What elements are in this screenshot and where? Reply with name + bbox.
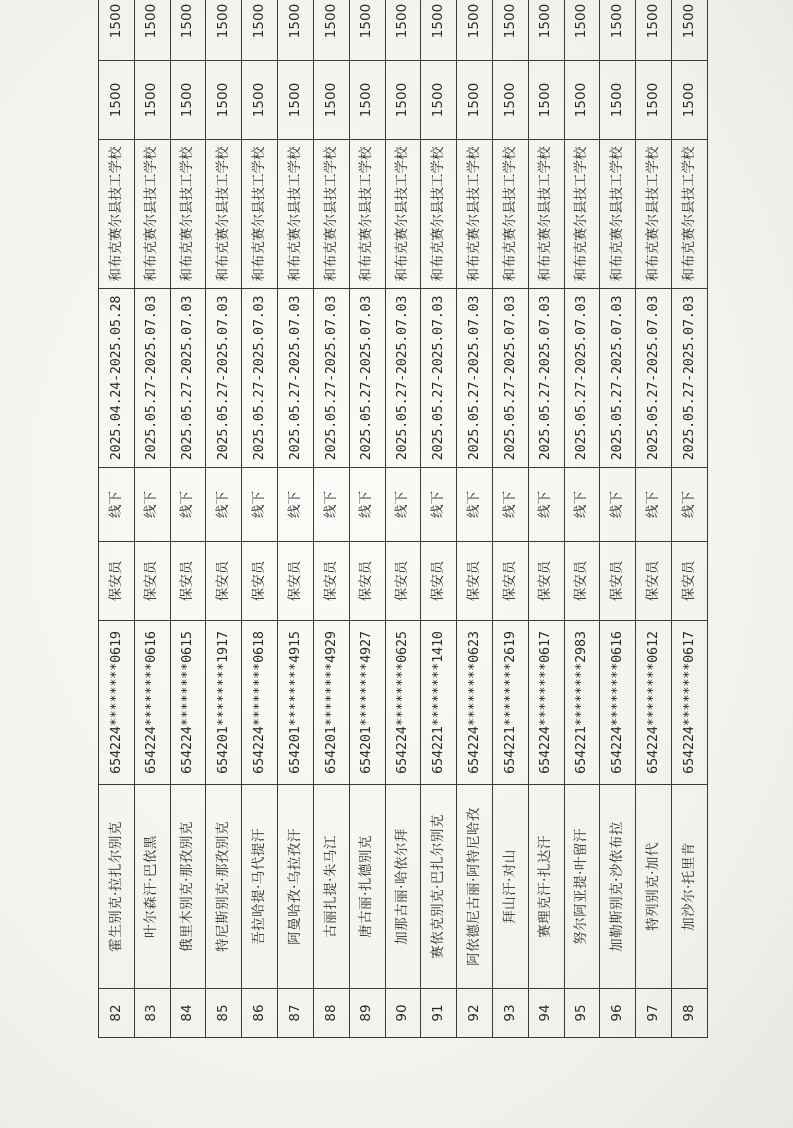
school-cell: 和布克赛尔县技工学校 <box>134 140 170 289</box>
training-mode-cell: 线下 <box>672 468 708 542</box>
table-row <box>421 0 457 1038</box>
id-number-cell: 654221********2983 <box>564 621 600 785</box>
row-number-cell: 89 <box>349 989 385 1038</box>
occupation-cell: 保安员 <box>564 542 600 621</box>
table-row <box>492 0 528 1038</box>
row-number-cell: 86 <box>242 989 278 1038</box>
fee-cell: 1500 <box>242 61 278 140</box>
name-cell: 加沙尔·托里肯 <box>672 785 708 989</box>
school-cell: 和布克赛尔县技工学校 <box>600 140 636 289</box>
school-cell: 和布克赛尔县技工学校 <box>313 140 349 289</box>
occupation-cell: 保安员 <box>385 542 421 621</box>
training-mode-cell: 线下 <box>313 468 349 542</box>
training-period-cell: 2025.05.27-2025.07.03 <box>170 289 206 468</box>
trainee-table-body <box>99 0 708 1038</box>
name-cell: 拜山汗·对山 <box>492 785 528 989</box>
fee-cell: 1500 <box>421 61 457 140</box>
occupation-cell: 保安员 <box>672 542 708 621</box>
table-row <box>170 0 206 1038</box>
school-cell: 和布克赛尔县技工学校 <box>528 140 564 289</box>
id-number-cell: 654224********0612 <box>636 621 672 785</box>
id-number-cell: 654224********0615 <box>170 621 206 785</box>
id-number-cell: 654224********0617 <box>672 621 708 785</box>
occupation-cell: 保安员 <box>313 542 349 621</box>
table-row <box>600 0 636 1038</box>
school-cell: 和布克赛尔县技工学校 <box>278 140 314 289</box>
subsidy-cell: 1500 <box>564 0 600 61</box>
table-row <box>313 0 349 1038</box>
name-cell: 赛理克汗·扎达汗 <box>528 785 564 989</box>
training-mode-cell: 线下 <box>170 468 206 542</box>
school-cell: 和布克赛尔县技工学校 <box>206 140 242 289</box>
id-number-cell: 654224********0617 <box>528 621 564 785</box>
row-number-cell: 84 <box>170 989 206 1038</box>
row-number-cell: 98 <box>672 989 708 1038</box>
table-row <box>528 0 564 1038</box>
name-cell: 阿曼哈孜·乌拉孜汗 <box>278 785 314 989</box>
subsidy-cell: 1500 <box>134 0 170 61</box>
table-row <box>242 0 278 1038</box>
name-cell: 阿依德尼古丽·阿特尼哈孜 <box>457 785 493 989</box>
id-number-cell: 654201********1917 <box>206 621 242 785</box>
fee-cell: 1500 <box>170 61 206 140</box>
school-cell: 和布克赛尔县技工学校 <box>99 140 135 289</box>
training-period-cell: 2025.05.27-2025.07.03 <box>564 289 600 468</box>
subsidy-cell: 1500 <box>206 0 242 61</box>
name-cell: 霍生别克·拉扎尔别克 <box>99 785 135 989</box>
training-period-cell: 2025.05.27-2025.07.03 <box>528 289 564 468</box>
name-cell: 古丽扎提·朱马江 <box>313 785 349 989</box>
school-cell: 和布克赛尔县技工学校 <box>385 140 421 289</box>
id-number-cell: 654221********2619 <box>492 621 528 785</box>
occupation-cell: 保安员 <box>636 542 672 621</box>
subsidy-cell: 1500 <box>278 0 314 61</box>
training-mode-cell: 线下 <box>206 468 242 542</box>
occupation-cell: 保安员 <box>99 542 135 621</box>
id-number-cell: 654224********0616 <box>600 621 636 785</box>
name-cell: 叶尔森汗·巴依黑 <box>134 785 170 989</box>
occupation-cell: 保安员 <box>242 542 278 621</box>
fee-cell: 1500 <box>636 61 672 140</box>
fee-cell: 1500 <box>457 61 493 140</box>
training-mode-cell: 线下 <box>636 468 672 542</box>
table-row <box>636 0 672 1038</box>
name-cell: 加勒斯别克·沙依布拉 <box>600 785 636 989</box>
subsidy-cell: 1500 <box>242 0 278 61</box>
row-number-cell: 91 <box>421 989 457 1038</box>
table-row <box>564 0 600 1038</box>
rotated-table-wrapper <box>98 3 708 1038</box>
fee-cell: 1500 <box>564 61 600 140</box>
training-mode-cell: 线下 <box>278 468 314 542</box>
training-period-cell: 2025.05.27-2025.07.03 <box>600 289 636 468</box>
name-cell: 赛依克别克·巴扎尔别克 <box>421 785 457 989</box>
table-row <box>278 0 314 1038</box>
training-mode-cell: 线下 <box>600 468 636 542</box>
name-cell: 努尔阿亚提·叶留汗 <box>564 785 600 989</box>
occupation-cell: 保安员 <box>528 542 564 621</box>
occupation-cell: 保安员 <box>600 542 636 621</box>
subsidy-cell: 1500 <box>170 0 206 61</box>
table-row <box>385 0 421 1038</box>
row-number-cell: 96 <box>600 989 636 1038</box>
school-cell: 和布克赛尔县技工学校 <box>636 140 672 289</box>
row-number-cell: 94 <box>528 989 564 1038</box>
training-period-cell: 2025.05.27-2025.07.03 <box>672 289 708 468</box>
fee-cell: 1500 <box>492 61 528 140</box>
fee-cell: 1500 <box>528 61 564 140</box>
school-cell: 和布克赛尔县技工学校 <box>242 140 278 289</box>
row-number-cell: 82 <box>99 989 135 1038</box>
school-cell: 和布克赛尔县技工学校 <box>349 140 385 289</box>
training-mode-cell: 线下 <box>242 468 278 542</box>
table-row <box>349 0 385 1038</box>
fee-cell: 1500 <box>313 61 349 140</box>
training-period-cell: 2025.05.27-2025.07.03 <box>242 289 278 468</box>
name-cell: 加那古丽·哈依尔拜 <box>385 785 421 989</box>
training-period-cell: 2025.05.27-2025.07.03 <box>492 289 528 468</box>
training-period-cell: 2025.05.27-2025.07.03 <box>385 289 421 468</box>
fee-cell: 1500 <box>349 61 385 140</box>
training-mode-cell: 线下 <box>492 468 528 542</box>
subsidy-cell: 1500 <box>492 0 528 61</box>
table-row <box>206 0 242 1038</box>
fee-cell: 1500 <box>600 61 636 140</box>
name-cell: 特尼斯别克·那孜别克 <box>206 785 242 989</box>
occupation-cell: 保安员 <box>206 542 242 621</box>
row-number-cell: 85 <box>206 989 242 1038</box>
id-number-cell: 654224********0625 <box>385 621 421 785</box>
school-cell: 和布克赛尔县技工学校 <box>492 140 528 289</box>
subsidy-cell: 1500 <box>528 0 564 61</box>
subsidy-cell: 1500 <box>99 0 135 61</box>
subsidy-cell: 1500 <box>457 0 493 61</box>
school-cell: 和布克赛尔县技工学校 <box>564 140 600 289</box>
training-mode-cell: 线下 <box>528 468 564 542</box>
training-period-cell: 2025.05.27-2025.07.03 <box>636 289 672 468</box>
id-number-cell: 654224********0618 <box>242 621 278 785</box>
name-cell: 唐古丽·扎德别克 <box>349 785 385 989</box>
fee-cell: 1500 <box>134 61 170 140</box>
training-mode-cell: 线下 <box>349 468 385 542</box>
training-mode-cell: 线下 <box>99 468 135 542</box>
occupation-cell: 保安员 <box>170 542 206 621</box>
occupation-cell: 保安员 <box>492 542 528 621</box>
subsidy-cell: 1500 <box>313 0 349 61</box>
id-number-cell: 654201********4915 <box>278 621 314 785</box>
occupation-cell: 保安员 <box>134 542 170 621</box>
row-number-cell: 88 <box>313 989 349 1038</box>
subsidy-cell: 1500 <box>600 0 636 61</box>
row-number-cell: 92 <box>457 989 493 1038</box>
training-mode-cell: 线下 <box>134 468 170 542</box>
row-number-cell: 90 <box>385 989 421 1038</box>
occupation-cell: 保安员 <box>421 542 457 621</box>
occupation-cell: 保安员 <box>349 542 385 621</box>
subsidy-cell: 1500 <box>385 0 421 61</box>
table-row <box>457 0 493 1038</box>
name-cell: 俄里木别克·那孜别克 <box>170 785 206 989</box>
id-number-cell: 654224********0616 <box>134 621 170 785</box>
row-number-cell: 97 <box>636 989 672 1038</box>
name-cell: 吾拉哈提·马代提汗 <box>242 785 278 989</box>
subsidy-cell: 1500 <box>349 0 385 61</box>
school-cell: 和布克赛尔县技工学校 <box>672 140 708 289</box>
training-mode-cell: 线下 <box>564 468 600 542</box>
occupation-cell: 保安员 <box>278 542 314 621</box>
table-row <box>134 0 170 1038</box>
row-number-cell: 95 <box>564 989 600 1038</box>
id-number-cell: 654201********4927 <box>349 621 385 785</box>
id-number-cell: 654224********0619 <box>99 621 135 785</box>
training-period-cell: 2025.05.27-2025.07.03 <box>313 289 349 468</box>
training-mode-cell: 线下 <box>421 468 457 542</box>
fee-cell: 1500 <box>385 61 421 140</box>
training-period-cell: 2025.05.27-2025.07.03 <box>206 289 242 468</box>
fee-cell: 1500 <box>672 61 708 140</box>
id-number-cell: 654224********0623 <box>457 621 493 785</box>
table-row <box>672 0 708 1038</box>
school-cell: 和布克赛尔县技工学校 <box>170 140 206 289</box>
subsidy-cell: 1500 <box>636 0 672 61</box>
subsidy-cell: 1500 <box>421 0 457 61</box>
training-mode-cell: 线下 <box>457 468 493 542</box>
fee-cell: 1500 <box>278 61 314 140</box>
subsidy-cell: 1500 <box>672 0 708 61</box>
row-number-cell: 93 <box>492 989 528 1038</box>
school-cell: 和布克赛尔县技工学校 <box>421 140 457 289</box>
id-number-cell: 654221********1410 <box>421 621 457 785</box>
training-period-cell: 2025.04.24-2025.05.28 <box>99 289 135 468</box>
id-number-cell: 654201********4929 <box>313 621 349 785</box>
fee-cell: 1500 <box>99 61 135 140</box>
training-mode-cell: 线下 <box>385 468 421 542</box>
row-number-cell: 83 <box>134 989 170 1038</box>
occupation-cell: 保安员 <box>457 542 493 621</box>
row-number-cell: 87 <box>278 989 314 1038</box>
name-cell: 特列别克·加代 <box>636 785 672 989</box>
trainee-table <box>98 0 708 1038</box>
training-period-cell: 2025.05.27-2025.07.03 <box>278 289 314 468</box>
training-period-cell: 2025.05.27-2025.07.03 <box>349 289 385 468</box>
training-period-cell: 2025.05.27-2025.07.03 <box>457 289 493 468</box>
fee-cell: 1500 <box>206 61 242 140</box>
school-cell: 和布克赛尔县技工学校 <box>457 140 493 289</box>
training-period-cell: 2025.05.27-2025.07.03 <box>421 289 457 468</box>
training-period-cell: 2025.05.27-2025.07.03 <box>134 289 170 468</box>
table-row <box>99 0 135 1038</box>
